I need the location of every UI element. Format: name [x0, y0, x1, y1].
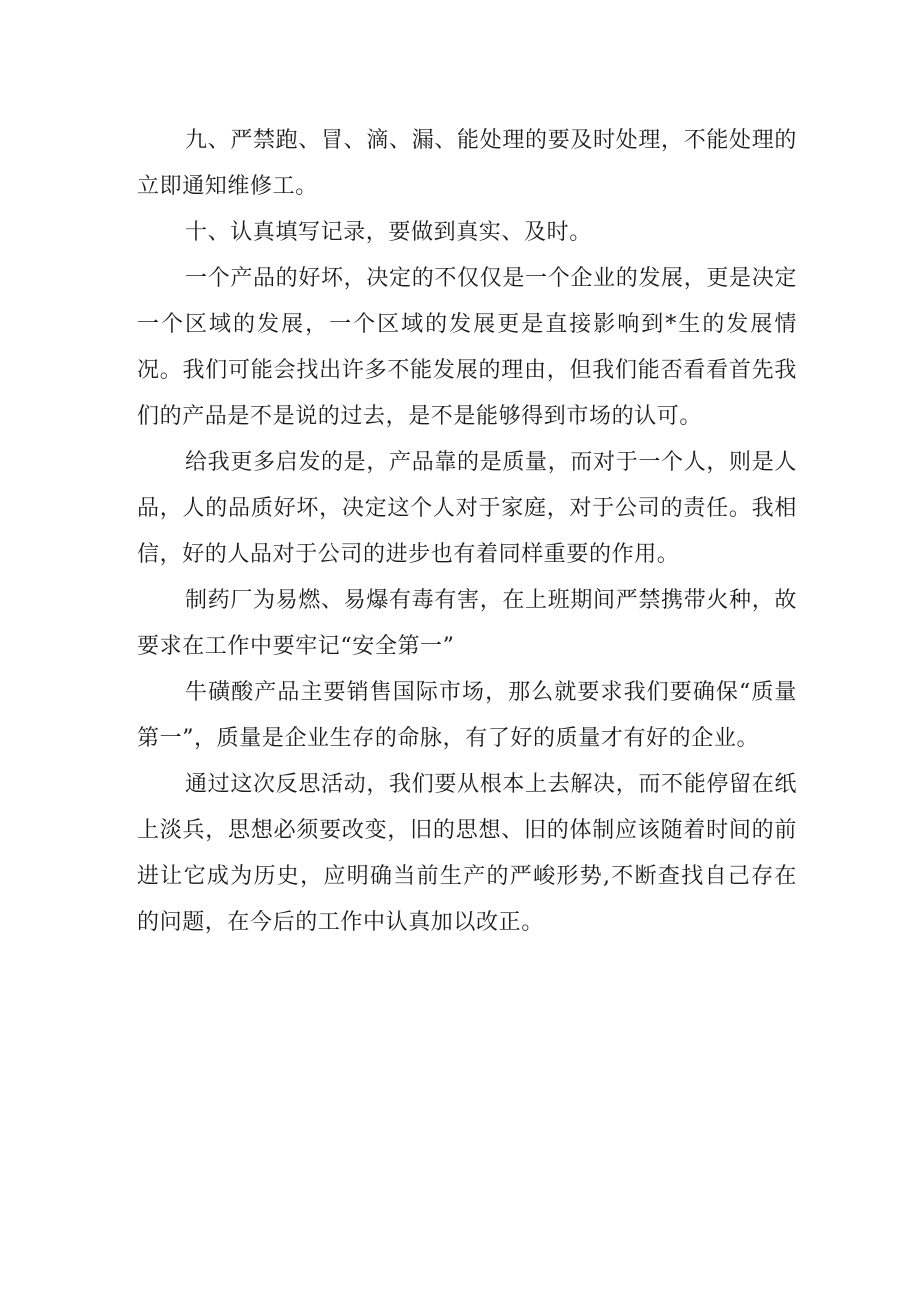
paragraph-character: 给我更多启发的是，产品靠的是质量，而对于一个人，则是人品，人的品质好坏，决定这个人对于家庭，对于公司的责任。我相信，好的人品对于公司的进步也有着同样重要的作用。: [137, 450, 797, 567]
document-body: [137, 118, 797, 946]
paragraph-reflection: 通过这次反思活动，我们要从根本上去解决，而不能停留在纸上淡兵，思想必须要改变，旧的思想、旧的体制应该随着时间的前进让它成为历史，应明确当前生产的严峻形势,不断查找自己存在的问题，在今后的工作中认真加以改正。: [137, 772, 797, 935]
paragraph-item-10: 十、认真填写记录，要做到真实、及时。: [185, 220, 592, 245]
paragraph-item-9: 九、严禁跑、冒、滴、漏、能处理的要及时处理，不能处理的立即通知维修工。: [137, 128, 797, 199]
paragraph-product-quality: 一个产品的好坏，决定的不仅仅是一个企业的发展，更是决定一个区域的发展，一个区域的发展更是直接影响到*生的发展情况。我们可能会找出许多不能发展的理由，但我们能否看看首先我们的产品是不是说的过去，是不是能够得到市场的认可。: [137, 266, 797, 429]
paragraph-safety-first: 制药厂为易燃、易爆有毒有害，在上班期间严禁携带火种，故要求在工作中要牢记“安全第一”: [137, 588, 797, 659]
paragraph-quality-first: 牛磺酸产品主要销售国际市场，那么就要求我们要确保“质量第一”，质量是企业生存的命脉，有了好的质量才有好的企业。: [137, 680, 797, 751]
